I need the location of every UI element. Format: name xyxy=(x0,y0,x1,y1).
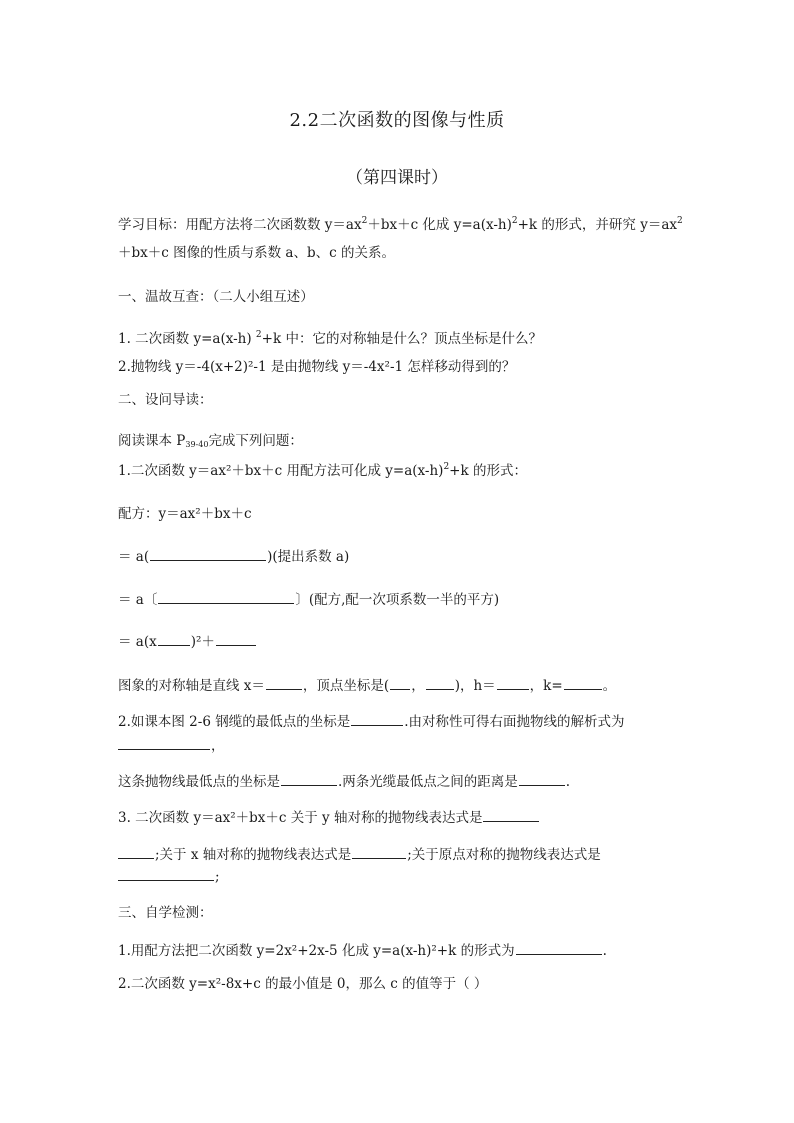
step2-text-a: ＝ a〔 xyxy=(118,592,158,608)
s2q2-text-f: . xyxy=(565,774,571,790)
objective-text-a: 学习目标：用配方法将二次函数数 y＝ax xyxy=(118,217,362,233)
origin-reflection-blank[interactable] xyxy=(118,867,214,881)
page-subtitle: （第四课时） xyxy=(346,168,448,188)
lowest-point-blank[interactable] xyxy=(351,712,403,726)
section2-question-3-line-3 xyxy=(118,867,220,886)
parabola-lowest-blank[interactable] xyxy=(281,772,337,786)
section2-intro xyxy=(118,432,303,450)
axis-text-f: 。 xyxy=(602,678,617,694)
objective-sup-3: 2 xyxy=(677,216,683,226)
page-title: 2.2二次函数的图像与性质 xyxy=(289,110,505,131)
axis-blank[interactable] xyxy=(266,676,302,690)
step3-blank-2[interactable] xyxy=(216,632,256,646)
s2q3-text-a: 3. 二次函数 y＝ax²＋bx＋c 关于 y 轴对称的抛物线表达式是 xyxy=(118,810,483,826)
x-axis-reflection-blank[interactable] xyxy=(352,845,406,859)
s2q2-text-d: 这条抛物线最低点的坐标是 xyxy=(118,774,280,790)
s2-intro-pages: 39-40 xyxy=(185,440,209,449)
axis-text-e: ，k= xyxy=(529,678,563,694)
objective-text-b: ＋bx＋c 化成 y=a(x-h) xyxy=(367,217,512,233)
s2q2-text-a: 2.如课本图 2-6 钢缆的最低点的坐标是 xyxy=(118,714,351,730)
section1-question-2: 2.抛物线 y＝-4(x+2)²-1 是由抛物线 y＝-4x²-1 怎样移动得到的？ xyxy=(118,359,516,375)
section3-question-1 xyxy=(118,941,607,960)
axis-text-b: ，顶点坐标是( xyxy=(302,678,390,694)
section1-heading: 一、温故互查：（二人小组互述） xyxy=(118,289,314,305)
objective-line-2 xyxy=(118,244,395,262)
s2q2-text-e: .两条光缆最低点之间的距离是 xyxy=(338,774,518,790)
s1q1-text-b: +k 中：它的对称轴是什么？顶点坐标是什么？ xyxy=(261,331,542,347)
vertex-x-blank[interactable] xyxy=(390,676,410,690)
completing-square-step-1 xyxy=(118,547,349,566)
s3q1-text-b: . xyxy=(602,943,607,959)
vertex-form-blank[interactable] xyxy=(516,941,602,955)
s2q1-text-a: 1.二次函数 y＝ax²＋bx＋c 用配方法可化成 y=a(x-h) xyxy=(118,463,444,479)
s2q3-text-d: ; xyxy=(215,869,220,885)
objective-sup-1: 2 xyxy=(361,216,368,226)
step3-blank-1[interactable] xyxy=(158,632,190,646)
section2-question-3-line-1 xyxy=(118,808,540,827)
objective-line-1 xyxy=(118,216,683,234)
completing-square-step-0: 配方：y＝ax²＋bx＋c xyxy=(118,506,252,522)
s1q1-sup: 2 xyxy=(255,330,262,340)
s2q1-text-b: +k 的形式： xyxy=(449,463,527,479)
s2q2-text-b: .由对称性可得右面抛物线的解析式为 xyxy=(404,714,625,730)
section2-question-2-line-3 xyxy=(118,772,570,791)
s2q3-text-b: ;关于 x 轴对称的抛物线表达式是 xyxy=(155,847,352,863)
axis-text-d: )，h＝ xyxy=(454,678,496,694)
axis-vertex-line xyxy=(118,676,616,695)
section1-question-1 xyxy=(118,330,542,348)
s2q1-sup: 2 xyxy=(443,462,450,472)
y-axis-reflection-blank-b[interactable] xyxy=(118,845,154,859)
axis-text-a: 图象的对称轴是直线 x＝ xyxy=(118,678,265,694)
s2q3-text-c: ;关于原点对称的抛物线表达式是 xyxy=(407,847,601,863)
distance-blank[interactable] xyxy=(519,772,565,786)
k-blank[interactable] xyxy=(564,676,602,690)
section2-question-3-line-2 xyxy=(118,845,601,864)
section2-heading: 二、设问导读： xyxy=(118,392,213,408)
section2-question-2-line-1 xyxy=(118,712,625,731)
s2-intro-b: 完成下列问题： xyxy=(208,433,303,449)
axis-text-c: ， xyxy=(411,678,425,694)
s2-intro-a: 阅读课本 P xyxy=(118,433,186,449)
step1-text-b: )(提出系数 a) xyxy=(267,549,350,565)
step1-blank[interactable] xyxy=(150,547,266,561)
s2q2-text-c: ， xyxy=(211,738,225,754)
step1-text-a: ＝ a( xyxy=(118,549,150,565)
section2-question-1 xyxy=(118,462,527,480)
section3-heading: 三、自学检测： xyxy=(118,905,213,921)
completing-square-step-2 xyxy=(118,590,499,609)
s3q1-text-a: 1.用配方法把二次函数 y=2x²+2x-5 化成 y=a(x-h)²+k 的形式为 xyxy=(118,943,515,959)
right-parabola-blank[interactable] xyxy=(118,736,210,750)
objective-text-d: ＋bx＋c 图像的性质与系数 a、b、c 的关系。 xyxy=(118,245,395,261)
section2-question-2-line-2 xyxy=(118,736,225,755)
s1q1-text-a: 1. 二次函数 y=a(x-h) xyxy=(118,331,256,347)
y-axis-reflection-blank-a[interactable] xyxy=(483,808,539,822)
objective-sup-2: 2 xyxy=(511,216,518,226)
step3-text-a: ＝ a(x xyxy=(118,634,157,650)
step3-text-b: )²＋ xyxy=(190,634,215,650)
step2-text-b: 〕(配方,配一次项系数一半的平方) xyxy=(295,592,500,608)
completing-square-step-3 xyxy=(118,632,257,651)
objective-text-c: +k 的形式，并研究 y＝ax xyxy=(517,217,677,233)
step2-blank[interactable] xyxy=(158,590,294,604)
h-blank[interactable] xyxy=(497,676,529,690)
vertex-y-blank[interactable] xyxy=(426,676,454,690)
section3-question-2: 2.二次函数 y=x²-8x+c 的最小值是 0，那么 c 的值等于（ ） xyxy=(118,976,488,992)
